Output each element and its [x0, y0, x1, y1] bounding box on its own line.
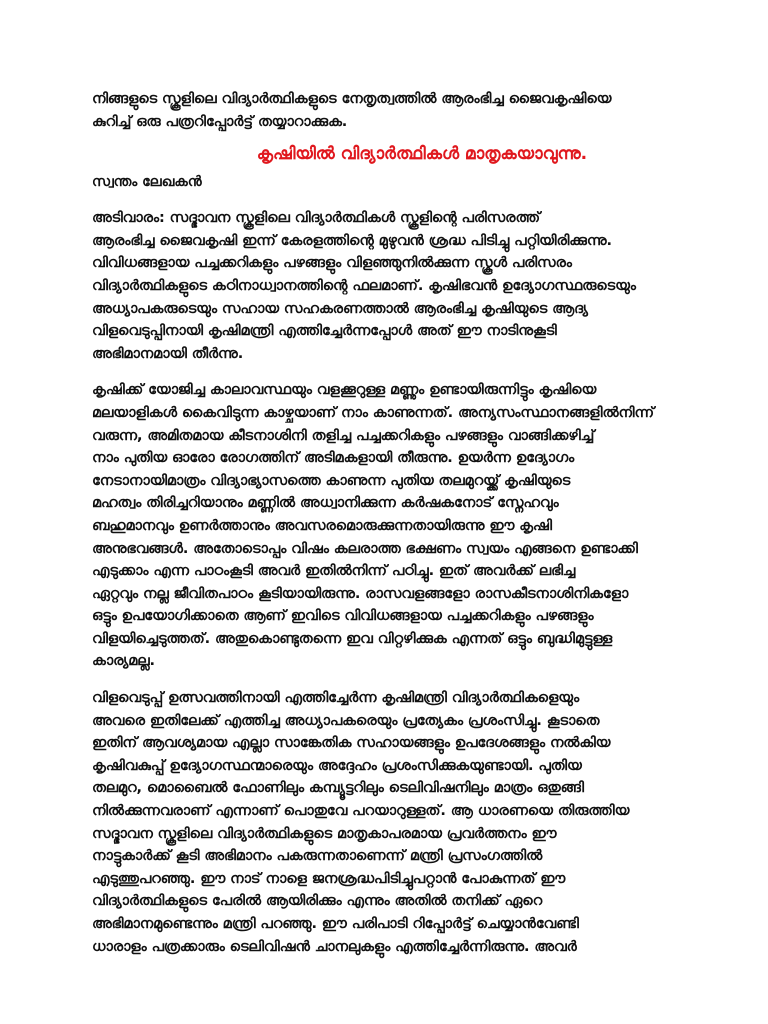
text-line: ഇതിന് ആവശ്യമായ എല്ലാ സാങ്കേതിക സഹായങ്ങളും ഉപദേശങ്ങളും നൽകിയ	[92, 735, 611, 752]
text-line: മലയാളികൾ കൈവിടുന്ന കാഴ്ചയാണ് നാം കാണുന്നത്. അന്യസംസ്ഥാനങ്ങളിൽനിന്ന്	[92, 404, 654, 421]
question-prompt	[92, 88, 712, 133]
report-paragraph-1	[92, 207, 712, 365]
text-line: എടുക്കാം എന്ന പാഠംകൂടി അവർ ഇതിൽനിന്ന് പഠിച്ചു. ഇത് അവർക്ക് ലഭിച്ച	[92, 563, 576, 580]
text-line: കാര്യമല്ല.	[92, 653, 155, 670]
report-byline: സ്വന്തം ലേഖകൻ	[92, 174, 202, 191]
report-paragraph-3	[92, 687, 712, 958]
text-line: അഭിമാനമായി തീർന്നു.	[92, 345, 244, 362]
text-line: വിദ്യാർത്ഥികളുടെ കഠിനാധ്വാനത്തിന്റെ ഫലമാണ്. കൃഷിഭവൻ ഉദ്യോഗസ്ഥരുടെയും	[92, 277, 636, 294]
text-line: നിൽക്കുന്നവരാണ് എന്നാണ് പൊതുവേ പറയാറുള്ളത്. ആ ധാരണയെ തിരുത്തിയ	[92, 803, 630, 820]
text-line: വരുന്ന, അമിതമായ കീടനാശിനി തളിച്ച പച്ചക്കറികളും പഴങ്ങളും വാങ്ങിക്കഴിച്ച്	[92, 427, 595, 444]
text-line: നാം പുതിയ ഓരോ രോഗത്തിന് അടിമകളായി തീരുന്നു. ഉയർന്ന ഉദ്യോഗം	[92, 450, 575, 467]
text-line: ധാരാളം പത്രക്കാരും ടെലിവിഷൻ ചാനലുകളും എത്തിച്ചേർന്നിരുന്നു. അവർ	[92, 938, 577, 955]
text-line: അഭിമാനമുണ്ടെന്നും മന്ത്രി പറഞ്ഞു. ഈ പരിപാടി റിപ്പോർട്ട് ചെയ്യാൻവേണ്ടി	[92, 916, 579, 932]
prompt-line: കുറിച്ച് ഒരു പത്രറിപ്പോർട്ട് തയ്യാറാക്കുക.	[92, 113, 348, 130]
report-paragraph-2	[92, 379, 712, 673]
text-line: ആരംഭിച്ച ജൈവകൃഷി ഇന്ന് കേരളത്തിന്റെ മുഴുവൻ ശ്രദ്ധ പിടിച്ചു പറ്റിയിരിക്കുന്നു.	[92, 232, 612, 249]
text-line: നാട്ടുകാർക്ക് കൂടി അഭിമാനം പകരുന്നതാണെന്ന് മന്ത്രി പ്രസംഗത്തിൽ	[92, 848, 543, 865]
text-line: ഏറ്റവും നല്ല ജീവിതപാഠം കൂടിയായിരുന്നു. രാസവളങ്ങളോ രാസകീടനാശിനികളോ	[92, 585, 629, 602]
text-line: അധ്യാപകരുടെയും സഹായ സഹകരണത്താൽ ആരംഭിച്ച കൃഷിയുടെ ആദ്യ	[92, 300, 588, 317]
text-line: അവരെ ഇതിലേക്ക് എത്തിച്ച അധ്യാപകരെയും പ്രത്യേകം പ്രശംസിച്ചു. കൂടാതെ	[92, 712, 600, 729]
text-line: നേടാനായിമാത്രം വിദ്യാഭ്യാസത്തെ കാണുന്ന പുതിയ തലമുറയ്ക്ക് കൃഷിയുടെ	[92, 472, 571, 489]
text-line: ബഹുമാനവും ഉണർത്താനും അവസരമൊരുക്കുന്നതായിരുന്നു ഈ കൃഷി	[92, 517, 552, 534]
text-line: വിളവെടുപ്പിനായി കൃഷിമന്ത്രി എത്തിച്ചേർന്നപ്പോൾ അത് ഈ നാടിനുകൂടി	[92, 323, 557, 340]
text-line: തലമുറ, മൊബൈൽ ഫോണിലും കമ്പ്യൂട്ടറിലും ടെലിവിഷനിലും മാത്രം ഒതുങ്ങി	[92, 780, 584, 797]
text-line: അടിവാരം: സദ്ഭാവന സ്കൂളിലെ വിദ്യാർത്ഥികൾ സ്കൂളിന്റെ പരിസരത്ത്	[92, 210, 540, 227]
text-line: അനുഭവങ്ങൾ. അതോടൊപ്പം വിഷം കലരാത്ത ഭക്ഷണം സ്വയം എങ്ങനെ ഉണ്ടാക്കി	[92, 540, 638, 557]
text-line: ഒട്ടും ഉപയോഗിക്കാതെ ആണ് ഇവിടെ വിവിധങ്ങളായ പച്ചക്കറികളും പഴങ്ങളും	[92, 608, 594, 625]
text-line: എടുത്തുപറഞ്ഞു. ഈ നാട് നാളെ ജനശ്രദ്ധപിടിച്ചുപറ്റാൻ പോകുന്നത് ഈ	[92, 870, 566, 887]
text-line: കൃഷിവകുപ്പ് ഉദ്യോഗസ്ഥന്മാരെയും അദ്ദേഹം പ്രശംസിക്കുകയുണ്ടായി. പുതിയ	[92, 757, 582, 774]
document-page	[92, 88, 712, 972]
text-line: വിളയിച്ചെടുത്തത്. അതുകൊണ്ടുതന്നെ ഇവ വിറ്റഴിക്കുക എന്നത് ഒട്ടും ബുദ്ധിമുട്ടുള്ള	[92, 630, 613, 647]
text-line: വിളവെടുപ്പ് ഉത്സവത്തിനായി എത്തിച്ചേർന്ന കൃഷിമന്ത്രി വിദ്യാർത്ഥികളെയും	[92, 690, 580, 707]
prompt-line: നിങ്ങളുടെ സ്കൂളിലെ വിദ്യാർത്ഥികളുടെ നേതൃത്വത്തിൽ ആരംഭിച്ച ജൈവകൃഷിയെ	[92, 91, 612, 107]
text-line: വിദ്യാർത്ഥികളുടെ പേരിൽ ആയിരിക്കും എന്നും അതിൽ തനിക്ക് ഏറെ	[92, 893, 543, 910]
report-headline: കൃഷിയിൽ വിദ്യാർത്ഥികൾ മാതൃകയാവുന്നു.	[256, 144, 588, 165]
text-line: സദ്ഭാവന സ്കൂളിലെ വിദ്യാർത്ഥികളുടെ മാതൃകാപരമായ പ്രവർത്തനം ഈ	[92, 825, 557, 842]
text-line: മഹത്വം തിരിച്ചറിയാനും മണ്ണിൽ അധ്വാനിക്കുന്ന കർഷകനോട് സ്നേഹവും	[92, 495, 559, 512]
text-line: വിവിധങ്ങളായ പച്ചക്കറികളും പഴങ്ങളും വിളഞ്ഞുനിൽക്കുന്ന സ്കൂൾ പരിസരം	[92, 255, 572, 272]
text-line: കൃഷിക്ക് യോജിച്ച കാലാവസ്ഥയും വളക്കൂറുള്ള മണ്ണും ഉണ്ടായിരുന്നിട്ടും കൃഷിയെ	[92, 382, 597, 399]
